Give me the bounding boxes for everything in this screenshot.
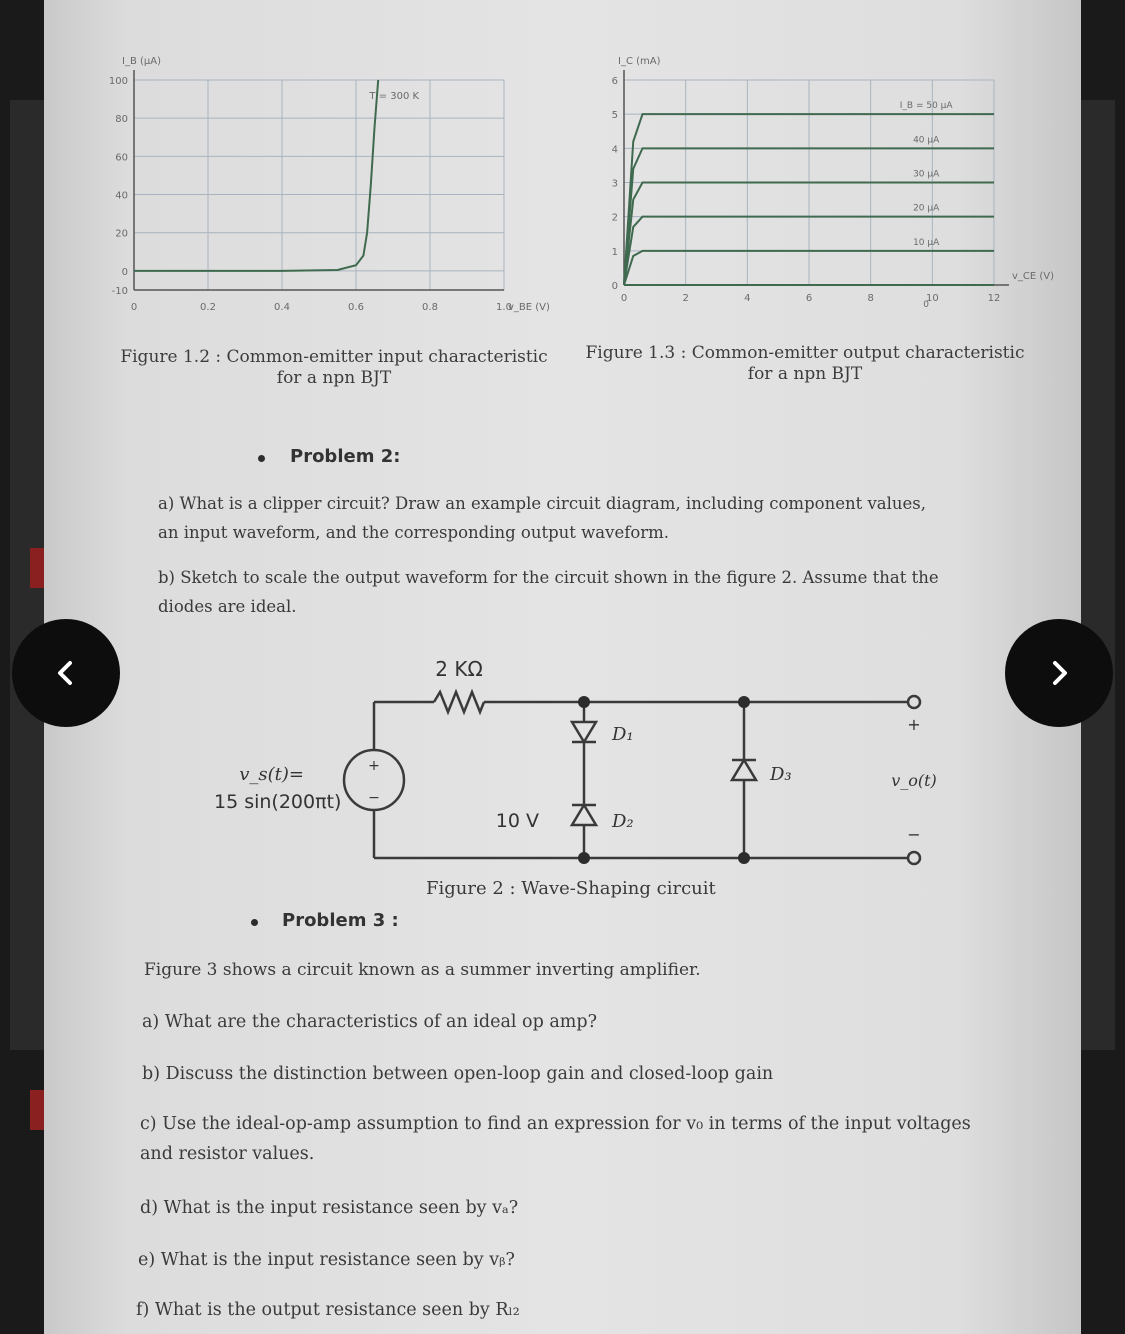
problem-3c-line1: c) Use the ideal-op-amp assumption to find an expression for v₀ in terms of the input voltages	[140, 1114, 971, 1134]
diode-d1-label: D₁	[612, 724, 634, 745]
y-tick-label: 60	[115, 152, 128, 164]
y-tick-label: 80	[115, 114, 128, 126]
figure-2-caption: Figure 2 : Wave-Shaping circuit	[426, 878, 716, 899]
problem-2a-line1: a) What is a clipper circuit? Draw an example circuit diagram, including component values,	[158, 494, 927, 513]
junction-dot	[578, 696, 590, 708]
resistor-symbol	[434, 692, 484, 712]
source-label-line1: v_s(t)=	[239, 764, 304, 785]
left-red-tab-lower	[30, 1090, 44, 1130]
x-tick-label: 8	[867, 293, 874, 304]
diode-d1-symbol	[572, 722, 596, 742]
diode-d2-symbol	[572, 805, 596, 825]
x-tick-label: 2	[682, 293, 689, 304]
figure-1-2-caption	[104, 347, 564, 389]
x-tick-label: 0.6	[348, 302, 364, 313]
source-plus-sign: +	[368, 758, 380, 774]
curve-label: 30 μA	[913, 169, 940, 180]
problem-2b-line2: diodes are ideal.	[158, 597, 297, 616]
y-tick-label: 3	[611, 178, 618, 190]
y-tick-label: 1	[611, 246, 618, 258]
problem-2b-line1: b) Sketch to scale the output waveform for the circuit shown in the figure 2. Assume that the	[158, 568, 939, 587]
figure-1-3-caption	[570, 343, 1040, 385]
problem-3d: d) What is the input resistance seen by vₐ?	[140, 1198, 519, 1218]
y-tick-label: 4	[611, 144, 618, 156]
x-tick-label: 12	[987, 293, 1001, 304]
x-tick-label: 0.2	[200, 302, 216, 313]
output-minus-sign: −	[907, 825, 921, 844]
diode-d3-label: D₃	[770, 764, 792, 785]
x-axis-label: v_CE (V)	[1012, 271, 1055, 282]
problem-3f: f) What is the output resistance seen by Rₗ₂	[136, 1300, 520, 1320]
source-minus-sign: −	[368, 790, 380, 806]
next-image-button[interactable]	[1005, 619, 1113, 727]
temperature-label: T = 300 K	[369, 91, 420, 103]
problem-3e: e) What is the input resistance seen by vᵦ?	[138, 1250, 515, 1270]
x-tick-label: 6	[805, 293, 813, 304]
y-tick-label: 2	[611, 212, 618, 224]
curve-label: I_B = 50 μA	[899, 101, 953, 112]
junction-dot	[738, 852, 750, 864]
x-tick-label: 0	[620, 293, 628, 304]
y-tick-label: 0	[611, 281, 618, 292]
bullet-dot	[258, 455, 265, 462]
output-plus-sign: +	[907, 715, 921, 734]
y-tick-label: 20	[115, 228, 128, 240]
problem-2-heading: Problem 2:	[290, 446, 401, 467]
bullet-dot	[251, 919, 258, 926]
x-tick-label: 0	[130, 302, 138, 313]
problem-2a-line2: an input waveform, and the corresponding output waveform.	[158, 523, 670, 542]
figure-1-2-caption-line1: Figure 1.2 : Common-emitter input characteristic	[120, 347, 548, 367]
chevron-left-icon	[51, 658, 81, 688]
figure-1-3-caption-line2: for a npn BJT	[747, 364, 863, 384]
x-tick-label: 0.8	[422, 302, 438, 313]
problem-3c-line2: and resistor values.	[140, 1144, 315, 1164]
output-terminal-plus	[908, 696, 920, 708]
junction-dot	[578, 852, 590, 864]
x-tick-label: 10	[925, 293, 939, 304]
diode-d2-label: D₂	[612, 811, 634, 832]
x-tick-label: 0.4	[274, 302, 290, 313]
document-photo	[44, 0, 1081, 1334]
problem-3a: a) What are the characteristics of an ideal op amp?	[142, 1012, 597, 1032]
y-tick-label: 100	[108, 76, 128, 87]
diode-d3-symbol	[732, 760, 756, 780]
resistor-label: 2 KΩ	[435, 657, 483, 681]
curve-label: 40 μA	[913, 135, 940, 146]
previous-image-button[interactable]	[12, 619, 120, 727]
y-tick-label: -10	[111, 286, 128, 297]
curve-label: 0	[923, 300, 930, 310]
x-tick-label: 1.0	[496, 302, 512, 313]
problem-3-intro: Figure 3 shows a circuit known as a summer inverting amplifier.	[144, 960, 701, 980]
y-tick-label: 6	[611, 76, 618, 87]
left-red-tab	[30, 548, 44, 588]
problem-3-heading: Problem 3 :	[282, 910, 399, 931]
right-backdrop-strip	[1081, 100, 1115, 1050]
x-tick-label: 4	[744, 293, 751, 304]
output-terminal-minus	[908, 852, 920, 864]
x-axis-label: v_BE (V)	[508, 302, 550, 313]
figure-1-3-caption-line1: Figure 1.3 : Common-emitter output characteristic	[585, 343, 1025, 363]
curve-label: 20 μA	[913, 203, 940, 214]
chevron-right-icon	[1044, 658, 1074, 688]
figure-1-2-caption-line2: for a npn BJT	[276, 368, 392, 388]
problem-3b: b) Discuss the distinction between open-loop gain and closed-loop gain	[142, 1064, 774, 1084]
series-line-input-characteristic	[134, 80, 378, 271]
output-label: v_o(t)	[891, 771, 937, 790]
junction-dot	[738, 696, 750, 708]
source-label-line2: 15 sin(200πt)	[214, 791, 342, 813]
y-tick-label: 0	[121, 266, 128, 278]
battery-label: 10 V	[495, 810, 539, 832]
y-axis-label: I_B (μA)	[122, 56, 161, 67]
curve-label: 10 μA	[913, 237, 940, 248]
y-tick-label: 40	[115, 190, 128, 202]
y-tick-label: 5	[611, 110, 618, 122]
figure-1-3-chart	[574, 50, 1055, 310]
y-axis-label: I_C (mA)	[618, 56, 661, 67]
figure-1-2-chart	[74, 50, 550, 330]
